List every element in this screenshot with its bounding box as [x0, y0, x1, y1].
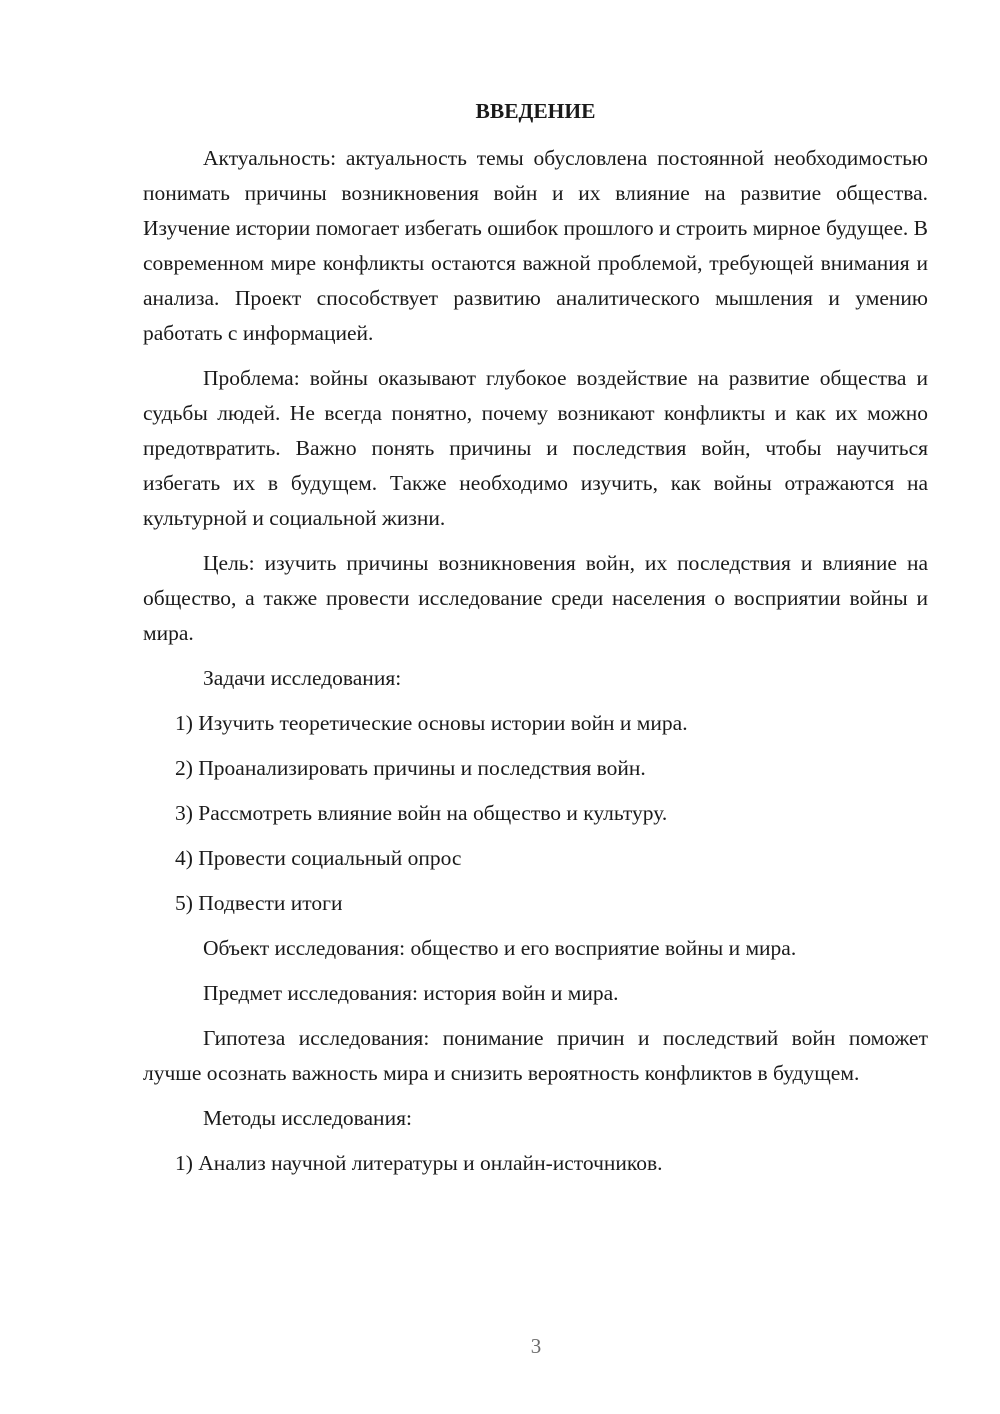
task-item-5: 5) Подвести итоги	[175, 891, 343, 915]
goal-paragraph: Цель: изучить причины возникновения войн, их последствия и влияние на общество, а также провести исследование среди населения о восприятии войны и мира.	[143, 551, 928, 645]
methods-heading: Методы исследования:	[203, 1106, 412, 1130]
subject-line: Предмет исследования: история войн и мира.	[203, 981, 619, 1005]
page-content	[143, 94, 928, 1191]
method-item-1: 1) Анализ научной литературы и онлайн-источников.	[175, 1151, 663, 1175]
section-title: ВВЕДЕНИЕ	[475, 99, 596, 123]
task-item-2: 2) Проанализировать причины и последствия войн.	[175, 756, 646, 780]
relevance-paragraph: Актуальность: актуальность темы обусловлена постоянной необходимостью понимать причины возникновения войн и их влияние на развитие общества. Изучение истории помогает избегать ошибок прошлого и строить мирное будущее. В современном мире конфликты остаются важной проблемой, требующей внимания и анализа. Проект способствует развитию аналитического мышления и умению работать с информацией.	[143, 146, 928, 345]
page-number: 3	[530, 1334, 542, 1358]
object-line: Объект исследования: общество и его восприятие войны и мира.	[203, 936, 797, 960]
task-item-1: 1) Изучить теоретические основы истории войн и мира.	[175, 711, 688, 735]
task-item-3: 3) Рассмотреть влияние войн на общество и культуру.	[175, 801, 668, 825]
hypothesis-paragraph: Гипотеза исследования: понимание причин и последствий войн поможет лучше осознать важность мира и снизить вероятность конфликтов в будущем.	[143, 1026, 928, 1085]
tasks-heading: Задачи исследования:	[203, 666, 402, 690]
problem-paragraph: Проблема: войны оказывают глубокое воздействие на развитие общества и судьбы людей. Не всегда понятно, почему возникают конфликты и как их можно предотвратить. Важно понять причины и последствия войн, чтобы научиться избегать их в будущем. Также необходимо изучить, как войны отражаются на культурной и социальной жизни.	[143, 366, 928, 530]
task-item-4: 4) Провести социальный опрос	[175, 846, 462, 870]
